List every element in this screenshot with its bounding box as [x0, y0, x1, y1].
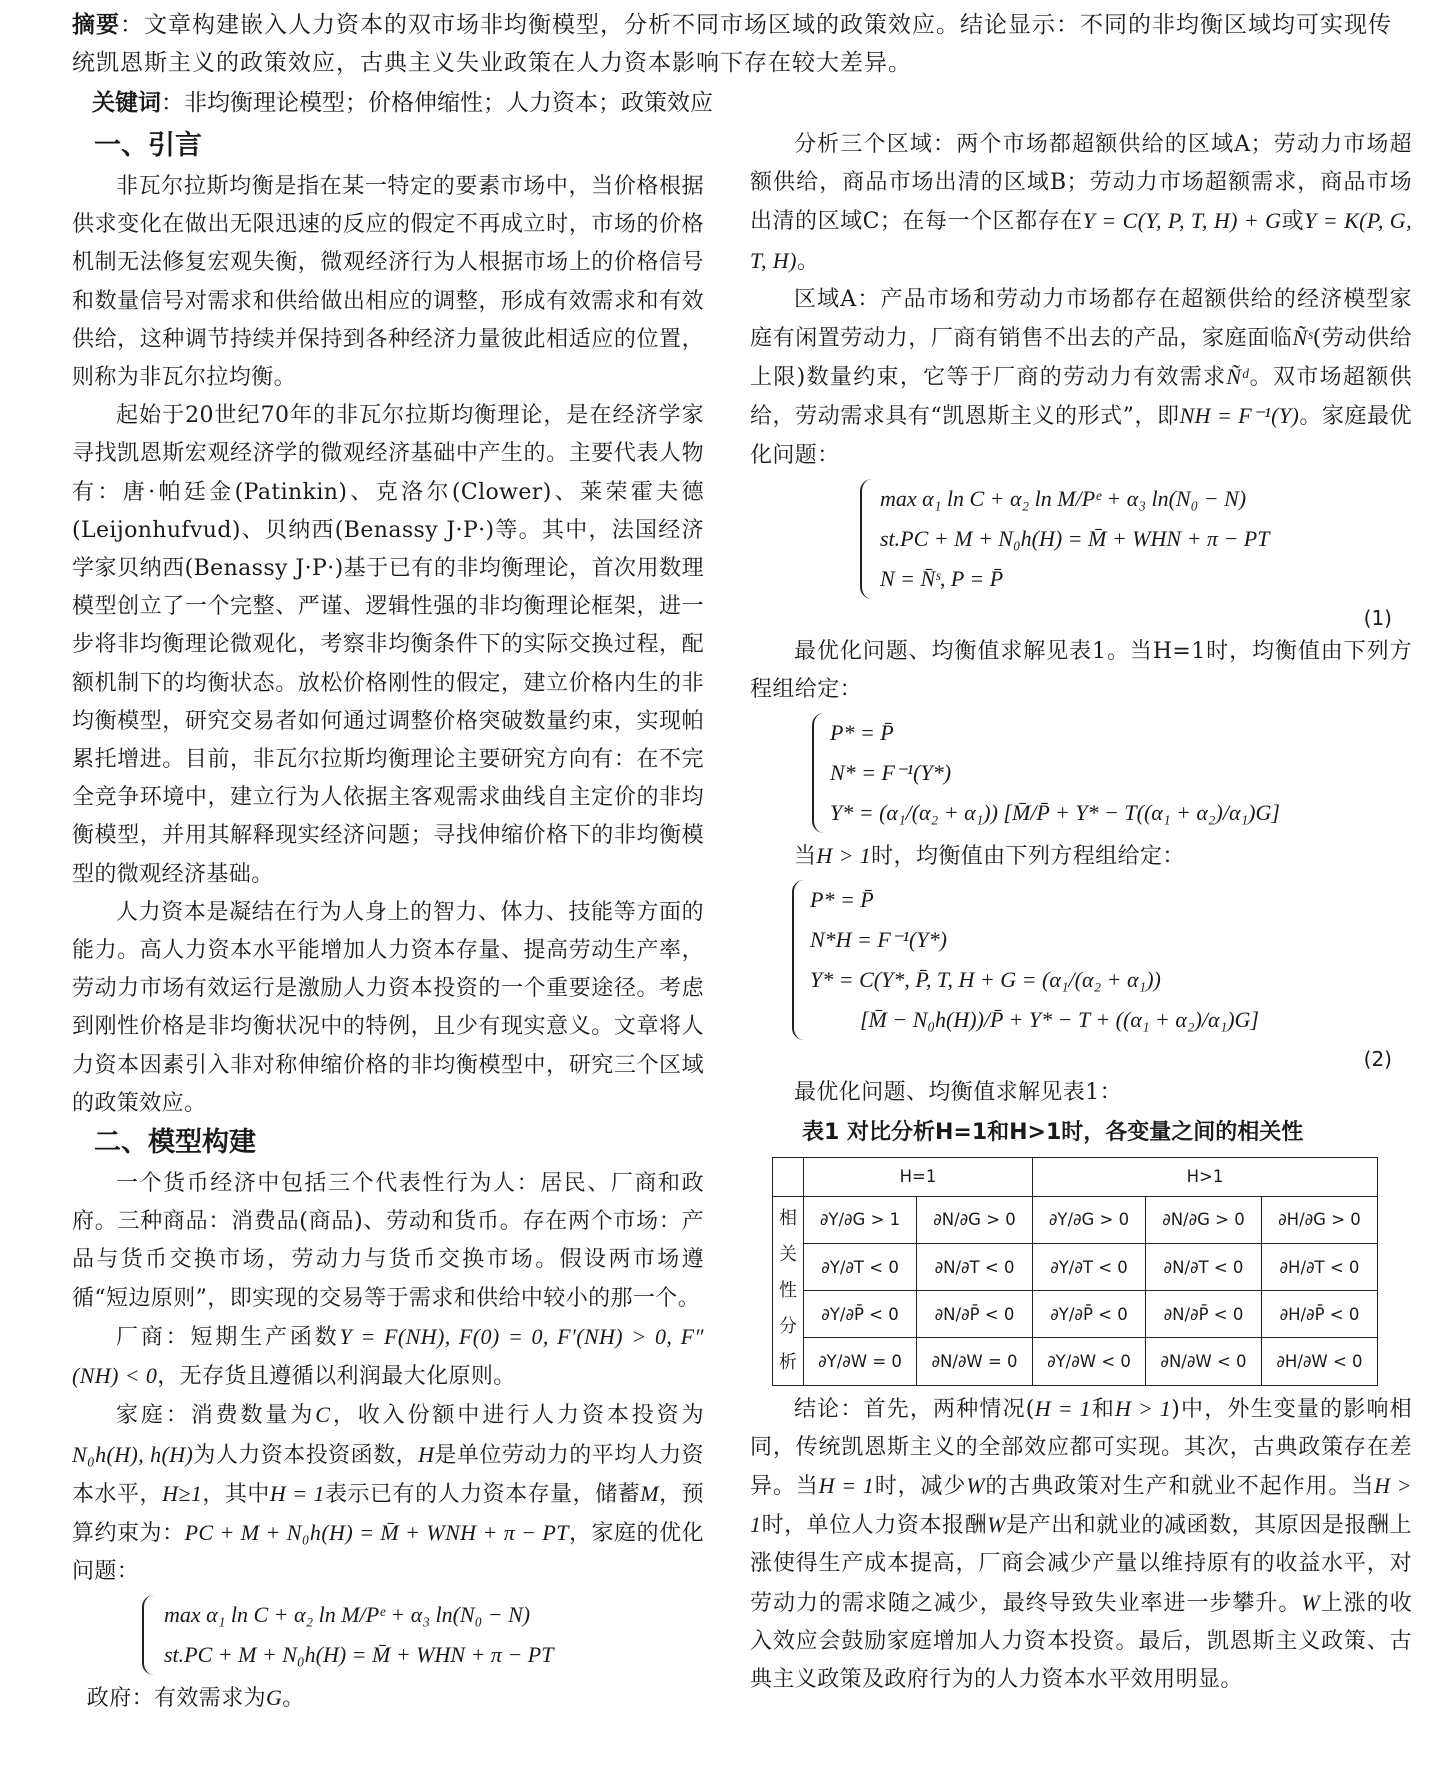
- text-run: )中，外生变量的影响相同，传统凯恩斯主义的全部效应都可实现。其次，古典政策存在差异。当: [750, 1396, 1413, 1500]
- table-side-label: 相关性分析: [773, 1196, 804, 1385]
- inline-formula: C: [315, 1402, 331, 1428]
- table-cell: ∂Y/∂W = 0: [804, 1338, 917, 1385]
- inline-formula: H = 1: [1034, 1395, 1092, 1421]
- brace: [860, 479, 876, 599]
- table-header-h-gt-1: H>1: [1032, 1157, 1377, 1196]
- table-cell: ∂N/∂P̄ < 0: [917, 1291, 1033, 1338]
- text-run: 时，单位人力资本报酬: [761, 1513, 988, 1539]
- table-cell: ∂Y/∂G > 1: [804, 1196, 917, 1243]
- text-run: 。: [796, 248, 820, 274]
- table-cell: ∂Y/∂P̄ < 0: [804, 1291, 917, 1338]
- abstract: [72, 6, 1412, 82]
- text-run: 是产出和就业的减函数，其原因是报酬上涨使得生产成本提高，厂商会减少产量以维持原有的收益水平，对劳动力的需求随之减少，最终导致失业率进一步攀升。: [750, 1513, 1412, 1616]
- equation-line: Y* = (α₁/(α₂ + α₁)) [M̄/P̄ + Y* − T((α₁ + α₂)/α₁)G]: [830, 800, 1280, 826]
- table-cell: ∂H/∂P̄ < 0: [1261, 1291, 1377, 1338]
- section-heading-intro: 一、引言: [94, 130, 202, 161]
- table-row: [773, 1291, 1378, 1338]
- equation-number: (1): [1363, 605, 1392, 630]
- text-run: ，无存货且遵循以利润最大化原则。: [157, 1364, 516, 1390]
- paragraph-firm: [72, 1318, 704, 1396]
- table-header-row: [773, 1157, 1378, 1196]
- paragraph: 最优化问题、均衡值求解见表1。当H=1时，均衡值由下列方程组给定：: [750, 638, 1412, 703]
- text-run: 表示已有的人力资本存量，储蓄: [324, 1481, 641, 1507]
- text-run: ，收入份额中进行人力资本投资为: [330, 1403, 704, 1429]
- text-run: 政府：有效需求为: [86, 1686, 266, 1712]
- table-row: [773, 1243, 1378, 1290]
- equation-line: N*H = F⁻¹(Y*): [810, 927, 947, 953]
- text-run: ，家庭的优化问题：: [72, 1520, 704, 1585]
- paragraph: 最优化问题、均衡值求解见表1：: [794, 1080, 1122, 1106]
- equation-h-gt-1-system: [792, 880, 1412, 1040]
- text-run: 或: [1281, 209, 1305, 235]
- text-run: 和: [1091, 1396, 1115, 1422]
- section-heading-model: 二、模型构建: [94, 1127, 256, 1159]
- left-column: [72, 126, 704, 1719]
- table-corner-cell: [773, 1157, 804, 1196]
- paragraph-regions: [750, 126, 1412, 281]
- equation-line: P* = P̄: [810, 887, 874, 913]
- paragraph: 非瓦尔拉斯均衡是指在某一特定的要素市场中，当价格根据供求变化在做出无限迅速的反应的假定不再成立时，市场的价格机制无法修复宏观失衡，微观经济行为人根据市场上的价格信号和数量信号对需求和供给做出相应的调整，形成有效需求和有效供给，这种调节持续并保持到各种经济力量彼此相适应的位置，则称为非瓦尔拉均衡。: [72, 174, 704, 391]
- inline-formula: H = 1: [818, 1473, 875, 1499]
- keywords-label: 关键词: [92, 90, 161, 116]
- inline-formula: M: [640, 1480, 659, 1506]
- inline-formula: H: [418, 1441, 435, 1467]
- table-cell: ∂Y/∂G > 0: [1032, 1196, 1145, 1243]
- text-run: 是单位劳动力的平均人力资本水平，: [72, 1442, 704, 1507]
- table-cell: ∂N/∂G > 0: [1146, 1196, 1262, 1243]
- table-header-h1: H=1: [804, 1157, 1033, 1196]
- table-cell: ∂Y/∂P̄ < 0: [1032, 1291, 1145, 1338]
- text-run: (劳动供给上限)数量约束，它等于厂商的劳动力有效需求: [750, 326, 1412, 391]
- text-run: 家庭：消费数量为: [116, 1403, 316, 1429]
- inline-formula: W: [966, 1473, 985, 1499]
- keywords-text: ：非均衡理论模型；价格伸缩性；人力资本；政策效应: [161, 90, 713, 116]
- inline-formula: H > 1: [816, 843, 872, 869]
- paragraph-region-a: [750, 281, 1412, 475]
- inline-formula: Ñˢ: [1292, 325, 1313, 351]
- equation-1: [860, 479, 1412, 599]
- equation-line: st.PC + M + N₀h(H) = M̄ + WHN + π − PT: [164, 1642, 554, 1668]
- table-cell: ∂N/∂T < 0: [1146, 1243, 1262, 1290]
- table-row: [773, 1196, 1378, 1243]
- inline-formula: W: [987, 1512, 1006, 1538]
- table-cell: ∂Y/∂T < 0: [1032, 1243, 1145, 1290]
- inline-formula: H≥1: [162, 1480, 203, 1506]
- inline-formula: H > 1: [1115, 1395, 1172, 1421]
- brace: [142, 1595, 158, 1675]
- brace: [812, 713, 828, 833]
- paragraph-conclusion: [750, 1390, 1412, 1700]
- text-run: 为人力资本投资函数，: [193, 1442, 419, 1468]
- paragraph-government: [72, 1679, 704, 1718]
- correlation-table: [772, 1157, 1378, 1386]
- table-caption: 表1 对比分析H=1和H>1时，各变量之间的相关性: [802, 1119, 1304, 1145]
- text-run: 。: [282, 1686, 305, 1712]
- text-run: 当: [794, 844, 817, 870]
- equation-line: [M̄ − N₀h(H))/P̄ + Y* − T + ((α₁ + α₂)/α₁)G]: [860, 1007, 1259, 1033]
- inline-formula: W: [1301, 1589, 1321, 1615]
- text-run: 厂商：短期生产函数: [116, 1324, 340, 1350]
- household-optimization-equation: [142, 1595, 704, 1675]
- abstract-label: 摘要: [72, 12, 120, 38]
- equation-line: N* = F⁻¹(Y*): [830, 760, 952, 786]
- equation-number: (2): [1363, 1047, 1392, 1072]
- text-run: 。家庭最优化问题：: [750, 404, 1412, 468]
- text-run: 的古典政策对生产和就业不起作用。当: [984, 1474, 1375, 1500]
- text-run: ，其中: [202, 1481, 270, 1507]
- table-cell: ∂H/∂T < 0: [1261, 1243, 1377, 1290]
- equation-line: st.PC + M + N₀h(H) = M̄ + WHN + π − PT: [880, 525, 1270, 551]
- text-run: 时，均衡值由下列方程组给定：: [871, 844, 1185, 870]
- inline-formula: N₀h(H), h(H): [72, 1441, 194, 1467]
- table-cell: ∂N/∂G > 0: [917, 1196, 1033, 1243]
- equation-line: max α₁ ln C + α₂ ln M/Pᵉ + α₃ ln(N₀ − N): [164, 1602, 531, 1628]
- table-cell: ∂N/∂P̄ < 0: [1146, 1291, 1262, 1338]
- text-run: ，预算约束为：: [72, 1481, 705, 1546]
- keywords: [92, 84, 1412, 122]
- text-run: 分析三个区域：两个市场都超额供给的区域A；劳动力市场超额供给，商品市场出清的区域B；劳动力市场超额需求，商品市场出清的区域C；在每一个区都存在: [750, 132, 1412, 235]
- paragraph: 起始于20世纪70年的非瓦尔拉斯均衡理论，是在经济学家寻找凯恩斯宏观经济学的微观经济基础中产生的。主要代表人物有：唐·帕廷金(Patinkin)、克洛尔(Clower)、莱荣霍夫德(Leijonhufvud)、贝纳西(Benassy J·P·)等。其中，法国经济学家贝纳西(Benassy J·P·)基于已有的非均衡理论，首次用数理模型创立了一个完整、严谨、逻辑性强的非均衡理论框架，进一步将非均衡理论微观化，考察非均衡条件下的实际交换过程，配额机制下的均衡状态。放松价格刚性的假定，建立价格内生的非均衡模型，研究交易者如何通过调整价格突破数量约束，实现帕累托增进。目前，非瓦尔拉斯均衡理论主要研究方向有：在不完全竞争环境中，建立行为人依据主客观需求曲线自主定价的非均衡模型，并用其解释现实经济问题；寻找伸缩价格下的非均衡模型的微观经济基础。: [72, 403, 704, 887]
- equation-line: N = N̄ˢ, P = P̄: [880, 565, 1004, 591]
- inline-formula: H = 1: [269, 1480, 325, 1506]
- table-row: [773, 1338, 1378, 1385]
- paragraph: 人力资本是凝结在行为人身上的智力、体力、技能等方面的能力。高人力资本水平能增加人力资本存量、提高劳动生产率，劳动力市场有效运行是激励人力资本投资的一个重要途径。考虑到刚性价格是非均衡状况中的特例，且少有现实意义。文章将人力资本因素引入非对称伸缩价格的非均衡模型中，研究三个区域的政策效应。: [72, 899, 704, 1116]
- equation-h1-system: [812, 713, 1412, 833]
- inline-formula: Y = F(NH), F(0) = 0, F′(NH) > 0, F″(NH) < 0: [72, 1323, 704, 1389]
- inline-formula: PC + M + N₀h(H) = M̄ + WNH + π − PT: [184, 1519, 569, 1545]
- table-cell: ∂N/∂T < 0: [917, 1243, 1033, 1290]
- paragraph: [750, 837, 1412, 876]
- text-run: 区域A：产品市场和劳动力市场都存在超额供给的经济模型家庭有闲置劳动力，厂商有销售不出去的产品，家庭面临: [750, 286, 1412, 352]
- table-cell: ∂H/∂W < 0: [1261, 1338, 1377, 1385]
- abstract-text: ：文章构建嵌入人力资本的双市场非均衡模型，分析不同市场区域的政策效应。结论显示：不同的非均衡区域均可实现传统凯恩斯主义的政策效应，古典主义失业政策在人力资本影响下存在较大差异。: [72, 12, 1392, 76]
- table-cell: ∂N/∂W < 0: [1146, 1338, 1262, 1385]
- inline-formula: Y = C(Y, P, T, H) + G: [1082, 208, 1282, 234]
- right-column: [750, 126, 1412, 1699]
- inline-formula: H > 1: [750, 1473, 1413, 1538]
- text-run: 上涨的收入效应会鼓励家庭增加人力资本投资。最后，凯恩斯主义政策、古典主义政策及政府行为的人力资本水平效用明显。: [750, 1590, 1412, 1693]
- equation-line: P* = P̄: [830, 720, 894, 746]
- text-run: 结论：首先，两种情况(: [794, 1396, 1035, 1422]
- paragraph-household: [72, 1396, 704, 1591]
- inline-formula: G: [266, 1685, 283, 1711]
- equation-line: Y* = C(Y*, P̄, T, H + G = (α₁/(α₂ + α₁)): [810, 967, 1161, 993]
- brace: [792, 880, 808, 1040]
- table-cell: ∂H/∂G > 0: [1261, 1196, 1377, 1243]
- inline-formula: Ñᵈ: [1226, 364, 1249, 390]
- inline-formula: NH = F⁻¹(Y): [1179, 403, 1300, 429]
- text-run: 。双市场超额供给，劳动需求具有“凯恩斯主义的形式”，即: [750, 365, 1412, 430]
- paragraph: 一个货币经济中包括三个代表性行为人：居民、厂商和政府。三种商品：消费品(商品)、劳动和货币。存在两个市场：产品与货币交换市场，劳动力与货币交换市场。假设两市场遵循“短边原则”，即实现的交易等于需求和供给中较小的那一个。: [72, 1171, 704, 1311]
- table-cell: ∂Y/∂T < 0: [804, 1243, 917, 1290]
- equation-line: max α₁ ln C + α₂ ln M/Pᵉ + α₃ ln(N₀ − N): [880, 485, 1247, 511]
- inline-formula: Y = K(P, G, T, H): [750, 208, 1412, 273]
- table-cell: ∂Y/∂W < 0: [1032, 1338, 1145, 1385]
- table-cell: ∂N/∂W = 0: [917, 1338, 1033, 1385]
- text-run: 时，减少: [874, 1474, 967, 1500]
